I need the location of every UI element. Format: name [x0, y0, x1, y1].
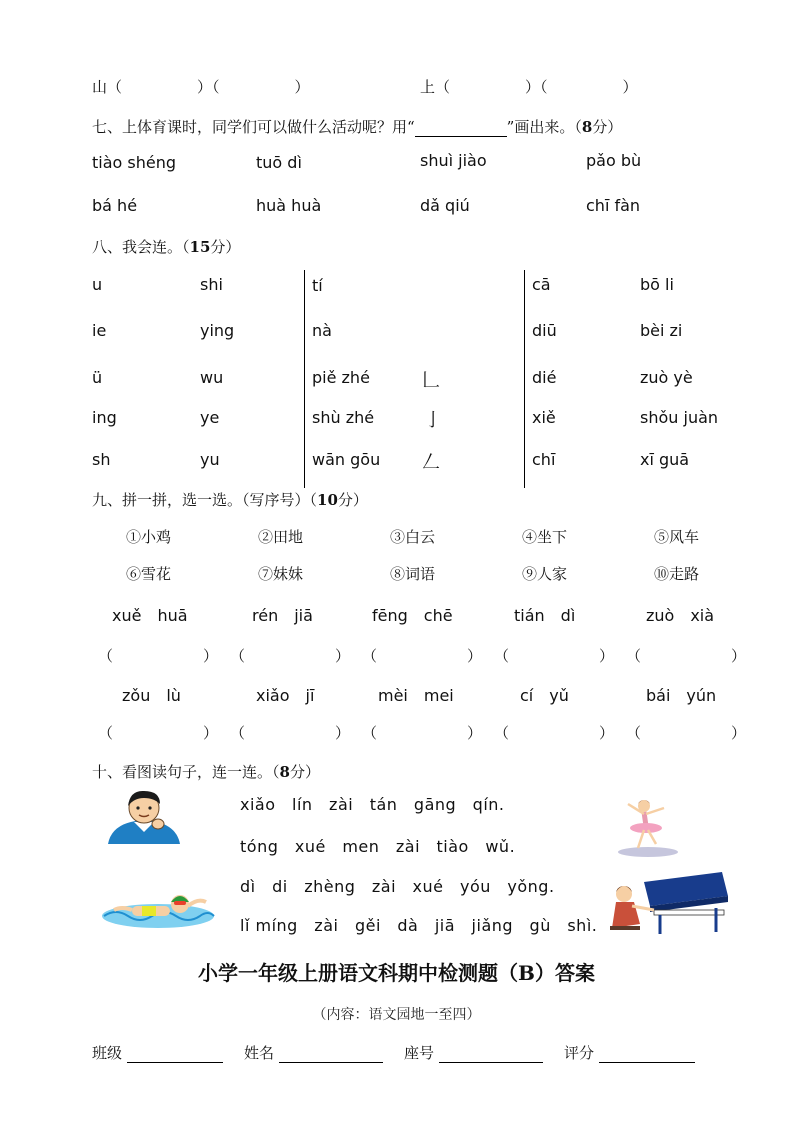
q9-pinyin: fēng chē: [372, 606, 453, 625]
q9-answer-blank[interactable]: （ ）: [230, 647, 351, 665]
q9-pinyin: zǒu lù: [122, 686, 181, 705]
q7-item: huà huà: [256, 196, 322, 215]
q8-col6-item: bèi zi: [640, 321, 683, 340]
q8-col3-item: wān gōu: [312, 450, 381, 469]
q9-pinyin: xuě huā: [112, 606, 188, 625]
q8-col3-item: piě zhé: [312, 368, 370, 387]
q9-word: ④坐下: [522, 528, 568, 546]
q8-col2-item: yu: [200, 450, 220, 469]
q10-sentence: xiǎo lín zài tán gāng qín.: [240, 795, 505, 814]
q7-item: dǎ qiú: [420, 196, 470, 215]
q9-pinyin: bái yún: [646, 686, 717, 705]
q8-col6-item: zuò yè: [640, 368, 693, 387]
q8-col5-item: chī: [532, 450, 556, 469]
q8-stroke-shape: 𠃋: [422, 452, 440, 473]
piano-player-picture: [604, 866, 730, 936]
q8-stroke-shape: 亅: [424, 410, 442, 431]
q8-col1-item: ing: [92, 408, 117, 427]
q9-word: ⑥雪花: [126, 565, 172, 583]
q7-item: tiào shéng: [92, 153, 177, 172]
q8-col5-item: xiě: [532, 408, 556, 427]
q7-underline: [415, 136, 507, 137]
q8-col2-item: shi: [200, 275, 223, 294]
q7-item: chī fàn: [586, 196, 641, 215]
name-field: [244, 1042, 383, 1063]
q9-pinyin: rén jiā: [252, 606, 313, 625]
q9-word: ①小鸡: [126, 528, 172, 546]
q8-col2-item: ying: [200, 321, 235, 340]
q7-heading: 七、上体育课时，同学们可以做什么活动呢？用“ ”画出来。（8分）: [92, 118, 623, 136]
score-input-line[interactable]: [599, 1046, 695, 1063]
q9-answer-blank[interactable]: （ ）: [494, 647, 615, 665]
score-field: [564, 1042, 695, 1063]
q8-col2-item: ye: [200, 408, 220, 427]
q9-answer-blank[interactable]: （ ）: [98, 647, 219, 665]
name-label: 姓名: [244, 1044, 275, 1062]
q9-word: ⑤风车: [654, 528, 700, 546]
q9-pinyin: zuò xià: [646, 606, 715, 625]
q9-answer-blank[interactable]: （ ）: [494, 724, 615, 742]
q7-item: tuō dì: [256, 153, 302, 172]
q9-heading: 九、拼一拼，选一选。（写序号）（10分）: [92, 491, 368, 509]
score-label: 评分: [564, 1044, 595, 1062]
q9-answer-blank[interactable]: （ ）: [98, 724, 219, 742]
q8-col5-item: diū: [532, 321, 557, 340]
seat-input-line[interactable]: [439, 1046, 543, 1063]
q8-divider-right: [524, 270, 525, 488]
q8-col3-item: nà: [312, 321, 332, 340]
top-row-shan: 山（ ）（ ）: [92, 78, 310, 96]
top-row-shang: 上（ ）（ ）: [420, 78, 638, 96]
name-input-line[interactable]: [279, 1046, 383, 1063]
q9-pinyin: xiǎo jī: [256, 686, 315, 705]
q9-word: ⑧词语: [390, 565, 436, 583]
q8-col1-item: u: [92, 275, 103, 294]
q8-col2-item: wu: [200, 368, 224, 387]
seat-label: 座号: [404, 1044, 435, 1062]
q8-divider-left: [304, 270, 305, 488]
q9-word: ⑩走路: [654, 565, 700, 583]
ballerina-picture: [608, 796, 682, 858]
q9-word: ②田地: [258, 528, 304, 546]
q8-col1-item: ü: [92, 368, 103, 387]
q10-sentence: tóng xué men zài tiào wǔ.: [240, 837, 516, 856]
q8-col6-item: bō li: [640, 275, 674, 294]
q8-col6-item: xī guā: [640, 450, 690, 469]
q9-answer-blank[interactable]: （ ）: [362, 647, 483, 665]
q9-pinyin: cí yǔ: [520, 686, 569, 705]
q9-pinyin: mèi mei: [378, 686, 454, 705]
q8-col3-item: tí: [312, 276, 323, 295]
q8-stroke-shape: 𠃊: [422, 370, 440, 391]
q8-col5-item: cā: [532, 275, 551, 294]
q9-answer-blank[interactable]: （ ）: [626, 647, 747, 665]
answer-sheet-subtitle: （内容：语文园地一至四）: [312, 1007, 481, 1023]
q9-word: ③白云: [390, 528, 436, 546]
q10-sentence: dì di zhèng zài xué yóu yǒng.: [240, 877, 555, 896]
q9-pinyin: tián dì: [514, 606, 576, 625]
answer-sheet-title: 小学一年级上册语文科期中检测题（B）答案: [198, 961, 595, 985]
q8-col6-item: shǒu juàn: [640, 408, 719, 427]
q10-sentence: lǐ míng zài gěi dà jiā jiǎng gù shì.: [240, 916, 598, 935]
q9-answer-blank[interactable]: （ ）: [362, 724, 483, 742]
class-input-line[interactable]: [127, 1046, 223, 1063]
q7-item: shuì jiào: [420, 151, 487, 170]
boy-speaking-picture: [104, 788, 184, 844]
q10-heading: 十、看图读句子，连一连。（8分）: [92, 763, 320, 781]
q9-word: ⑦妹妹: [258, 565, 304, 583]
class-label: 班级: [92, 1044, 123, 1062]
q8-col1-item: sh: [92, 450, 111, 469]
q9-word: ⑨人家: [522, 565, 568, 583]
q7-item: pǎo bù: [586, 151, 642, 170]
class-field: [92, 1042, 223, 1063]
swimmer-picture: [98, 876, 218, 934]
q8-col5-item: dié: [532, 368, 557, 387]
q8-col3-item: shù zhé: [312, 408, 375, 427]
q7-item: bá hé: [92, 196, 138, 215]
q9-answer-blank[interactable]: （ ）: [230, 724, 351, 742]
q8-col1-item: ie: [92, 321, 107, 340]
seat-field: [404, 1042, 543, 1063]
q8-heading: 八、我会连。（15分）: [92, 238, 241, 256]
q9-answer-blank[interactable]: （ ）: [626, 724, 747, 742]
